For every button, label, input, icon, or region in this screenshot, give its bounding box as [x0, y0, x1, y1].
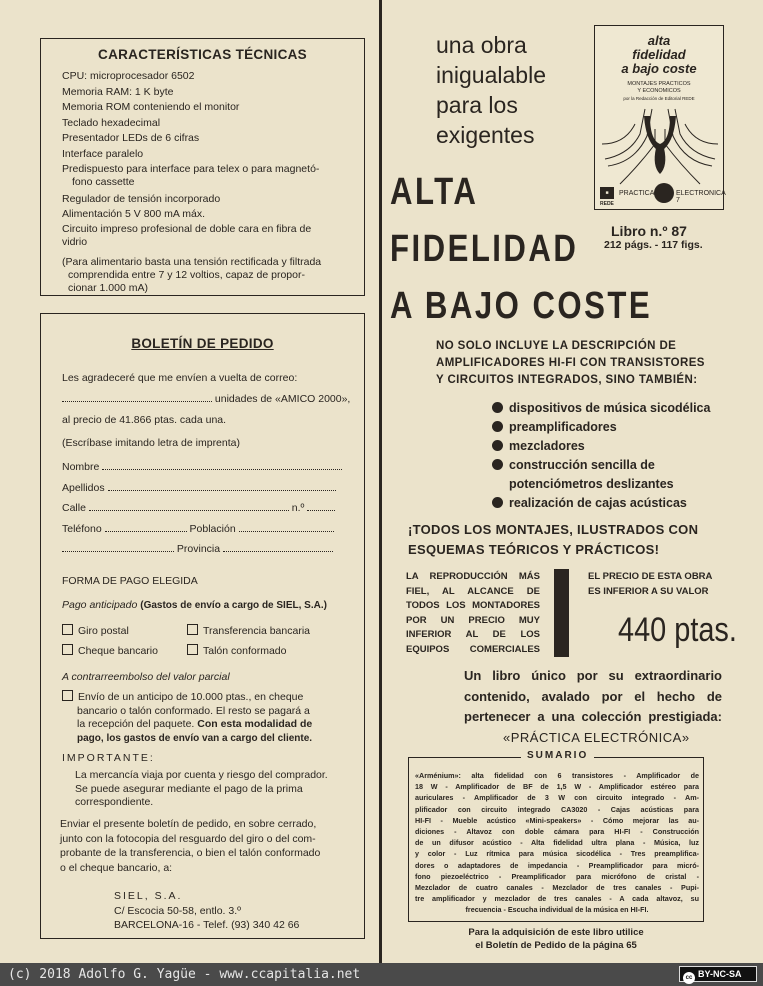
summary-line: «Arménium»: alta fidelidad con 6 transistores - Amplificador de [415, 771, 699, 780]
feature-label: construcción sencilla de [509, 458, 655, 472]
send-line: o el cheque bancario, a: [60, 861, 173, 874]
feature-item [492, 456, 732, 475]
feature-label: realización de cajas acústicas [509, 496, 687, 510]
specs-title: CARACTERÍSTICAS TÉCNICAS [98, 47, 307, 62]
option-row [62, 621, 352, 641]
bullet-icon [492, 459, 503, 470]
acquire-line: el Boletín de Pedido de la página 65 [475, 939, 637, 951]
order-form-box [40, 313, 365, 939]
left-block-line: TODOS LOS MONTADORES [406, 600, 540, 611]
summary-line: HI-FI - Mueble acústico «Mini-speakers» - Cómo mejorar las au- [415, 815, 699, 825]
spec-item: Memoria RAM: 1 K byte [62, 85, 174, 98]
feature-list [492, 399, 732, 513]
right-block-line: ES INFERIOR A SU VALOR [588, 585, 709, 597]
book-pages-label: 212 págs. - 117 figs. [604, 239, 703, 251]
address-line: SIEL, S.A. [114, 890, 183, 902]
cod-label-text: A contrarreembolso del valor parcial [62, 671, 230, 683]
spec-item: Circuito impreso profesional de doble cara en fibra de [62, 222, 312, 235]
bullet-icon [492, 402, 503, 413]
license-text: BY-NC-SA [698, 969, 742, 979]
important-block [75, 769, 360, 810]
checkbox[interactable] [62, 644, 73, 655]
cover-series-label: PRACTICA [619, 190, 655, 197]
right-block-line: EL PRECIO DE ESTA OBRA [588, 571, 713, 582]
cover-subtitle [595, 81, 723, 102]
price-value: 440 [618, 611, 667, 649]
cod-line [62, 718, 352, 732]
units-field[interactable] [62, 391, 212, 402]
option-label: Transferencia bancaria [203, 625, 310, 637]
intro-line: Les agradeceré que me envíen a vuelta de correo: [62, 372, 298, 384]
price [618, 610, 737, 650]
cod-checkbox[interactable] [62, 690, 73, 701]
cc-icon: cc [683, 972, 695, 984]
summary-line: tre amplificador y mezclador de tres canales - A cada altavoz, su [415, 894, 699, 904]
summary-line: y color - Luz rítmica para música sicodélica - Tres preamplifica- [415, 849, 699, 859]
number-label: n.º [291, 502, 305, 514]
spec-note: comprendida entre 7 y 12 voltios, capaz de propor- [68, 268, 305, 281]
send-line: Enviar el presente boletín de pedido, en sobre cerrado, [60, 818, 317, 830]
address-block [114, 889, 354, 933]
cover-title-line: alta [647, 33, 671, 48]
intro-line [62, 389, 357, 410]
cod-block [62, 690, 352, 745]
feature-item [492, 418, 732, 437]
left-block-line: EQUIPOS COMERCIALES [406, 643, 540, 655]
collection-name: «PRÁCTICA ELECTRÓNICA» [503, 730, 690, 745]
summary-title: SUMARIO [521, 750, 594, 761]
feature-label: dispositivos de música sicodélica [509, 401, 711, 415]
illustrated-line: ¡TODOS LOS MONTAJES, ILUSTRADOS CON [408, 522, 699, 537]
option-giro[interactable] [62, 621, 187, 641]
cover-title-line: fidelidad [632, 47, 686, 62]
intro-line-units: unidades de «AMICO 2000», [214, 393, 351, 405]
send-block [60, 817, 360, 875]
summary-line: Mezclador de cuatro canales - Mezclador de tres canales - Pupi- [415, 883, 699, 893]
cover-publisher: REDE [600, 201, 614, 207]
spec-item: Interface paralelo [62, 147, 144, 160]
spec-note: (Para alimentario basta una tensión rectificada y filtrada [62, 255, 322, 268]
cover-subtitle-line: MONTAJES PRACTICOS [627, 81, 691, 87]
summary-text [415, 770, 699, 916]
left-block-line: FIEL, AL ALCANCE DE [406, 585, 540, 597]
checkbox[interactable] [187, 624, 198, 635]
feature-item-cont: potenciómetros deslizantes [509, 477, 674, 491]
option-transfer[interactable] [187, 625, 310, 637]
unique-line: pertenecer a una colección prestigiada: [464, 709, 722, 724]
summary-line: frecuencia - Escucha individual de la música en HI-FI. [465, 905, 649, 915]
big-title [390, 164, 720, 335]
name-row [62, 457, 347, 478]
summary-line: plificador con circuito integrado CA3020 - Cajas acústicas para [415, 804, 699, 814]
unique-line: Un libro único por su extraordinario [464, 668, 722, 683]
cod-line: bancario o talón conformado. El resto se pagará a [77, 704, 310, 717]
illustrated-line: ESQUEMAS TEÓRICOS Y PRÁCTICOS! [408, 542, 660, 557]
cod-text: la recepción del paquete. [77, 718, 195, 730]
footer-bar [0, 963, 763, 986]
slogan-line: exigentes [436, 122, 535, 148]
specs-box [40, 38, 365, 296]
acquire-line: Para la adquisición de este libro utilice [468, 927, 644, 938]
spec-item: CPU: microprocesador 6502 [62, 70, 195, 82]
province-field[interactable] [223, 541, 333, 552]
summary-line: fono piezoeléctrico - Preamplificador para micrófono de cristal - [415, 871, 699, 881]
cod-line: pago, los gastos de envío van a cargo del cliente. [77, 732, 313, 744]
intro-caps-line: AMPLIFICADORES HI-FI CON TRANSISTORES [436, 357, 705, 369]
spec-item: Predispuesto para interface para telex o para magnetó- [62, 162, 320, 175]
send-line: junto con la fotocopia del resguardo del giro o del com- [60, 832, 316, 845]
feature-item [492, 494, 732, 513]
extra-field[interactable] [62, 541, 174, 552]
address-fields [62, 457, 347, 560]
cover-publisher-logo: ■ [600, 187, 614, 199]
unique-line: contenido, avalado por el hecho de [464, 688, 722, 704]
summary-line: auriculares - Amplificador de 3 W con circuito integrado - Am- [415, 793, 699, 803]
intro-caps [436, 338, 731, 389]
cover-subtitle-line: Y ECONOMICOS [637, 88, 681, 94]
page-divider [379, 0, 382, 986]
feature-item [492, 437, 732, 456]
slogan [436, 30, 546, 150]
important-line: La mercancía viaja por cuenta y riesgo del comprador. [75, 769, 328, 781]
bullet-icon [492, 440, 503, 451]
number-field[interactable] [307, 500, 335, 511]
cod-text: Envío de un anticipo de 10.000 ptas., en cheque [78, 691, 304, 703]
street-label: Calle [62, 502, 86, 514]
bullet-icon [492, 497, 503, 508]
name-label: Nombre [62, 461, 100, 473]
important-line: correspondiente. [75, 796, 154, 808]
surname-label: Apellidos [62, 481, 105, 494]
intro-line: al precio de 41.866 ptas. cada una. [62, 414, 227, 426]
prepaid-row [62, 598, 327, 613]
separator-bar [554, 569, 569, 657]
option-label: Giro postal [78, 625, 129, 637]
footer-credit: (c) 2018 Adolfo G. Yagüe - www.ccapitalia.net [8, 967, 361, 982]
spec-note: cionar 1.000 mA) [68, 281, 148, 294]
right-block [588, 570, 712, 599]
left-block-line: INFERIOR AL DE LOS [406, 629, 540, 640]
checkbox[interactable] [62, 624, 73, 635]
street-row [62, 498, 347, 519]
cod-line [62, 690, 352, 705]
left-block-line: POR UN PRECIO MUY [406, 614, 540, 626]
surname-field[interactable] [108, 480, 336, 491]
option-cheque[interactable] [62, 641, 187, 661]
unique-text [464, 666, 722, 728]
spec-item: Regulador de tensión incorporado [62, 192, 221, 205]
slogan-line: una obra [436, 32, 527, 58]
big-title-line: ALTA [390, 171, 479, 213]
intro-caps-line: NO SOLO INCLUYE LA DESCRIPCIÓN DE [436, 340, 677, 352]
checkbox[interactable] [187, 644, 198, 655]
summary-line: dores o adaptadores de impedancia - Preamplificador para micró- [415, 860, 699, 870]
summary-box [408, 750, 704, 922]
cover-title [595, 34, 723, 76]
print-note: (Escríbase imitando letra de imprenta) [62, 437, 240, 449]
feature-label: mezcladores [509, 439, 585, 453]
spec-item: fono cassette [72, 175, 135, 188]
left-block [406, 570, 540, 657]
cover-title-line: a bajo coste [621, 61, 697, 76]
important-title: IMPORTANTE: [62, 752, 155, 764]
big-title-line: A BAJO COSTE [390, 285, 653, 327]
cover-credit: por la Redacción de Editorial REDE [623, 96, 695, 101]
option-label: Talón conformado [203, 645, 287, 657]
prepaid-label: Pago anticipado [62, 599, 138, 611]
province-row [62, 539, 347, 560]
left-block-line: LA REPRODUCCIÓN MÁS [406, 571, 540, 582]
payment-title: FORMA DE PAGO ELEGIDA [62, 575, 198, 587]
summary-line: 18 W - Amplificador de BF de 1,5 W - Amplificador estéreo para [415, 782, 699, 792]
illustrated-note [408, 520, 698, 560]
payment-options [62, 621, 352, 661]
phone-field[interactable] [105, 521, 187, 532]
name-field[interactable] [102, 459, 342, 470]
feature-item [492, 399, 732, 418]
summary-line: de un difusor acústico - Alta fidelidad ultra plana - Música, luz [415, 838, 699, 848]
slogan-line: inigualable [436, 62, 546, 88]
option-label: Cheque bancario [78, 645, 158, 657]
spec-item: vidrio [62, 235, 88, 248]
address-line: C/ Escocia 50-58, entlo. 3.º [114, 904, 241, 917]
slogan-line: para los [436, 92, 518, 118]
option-row [62, 641, 352, 661]
town-label: Población [189, 522, 236, 535]
phone-label: Teléfono [62, 522, 102, 535]
province-label: Provincia [176, 543, 221, 555]
spec-item: Presentador LEDs de 6 cifras [62, 132, 200, 145]
send-line: probante de la transferencia, o bien el talón conformado [60, 847, 321, 859]
spec-item: Memoria ROM conteniendo el monitor [62, 101, 240, 114]
prepaid-note: (Gastos de envío a cargo de SIEL, S.A.) [140, 600, 327, 611]
phone-row [62, 519, 347, 540]
summary-line: diciones - Altavoz con doble cámara para HI-FI - Construcción [415, 827, 699, 837]
town-field[interactable] [239, 521, 334, 532]
order-intro [62, 368, 357, 431]
option-talon[interactable] [187, 645, 286, 657]
bullet-icon [492, 421, 503, 432]
cod-bold: Con esta modalidad de [197, 718, 313, 730]
cover-series2: ELECTRONICA 7 [676, 190, 726, 204]
address-line: BARCELONA-16 - Telef. (93) 340 42 66 [114, 919, 300, 931]
price-unit: ptas. [674, 611, 737, 649]
cod-label [62, 670, 230, 685]
spec-item: Teclado hexadecimal [62, 116, 161, 129]
street-field[interactable] [89, 500, 289, 511]
feature-label: preamplificadores [509, 420, 617, 434]
surname-row [62, 478, 347, 499]
spec-item: Alimentación 5 V 800 mA máx. [62, 208, 205, 221]
acquire-note [408, 927, 704, 952]
important-line: Se puede asegurar mediante el pago de la prima [75, 782, 303, 795]
book-number-label: Libro n.º 87 [611, 223, 687, 239]
big-title-line: FIDELIDAD [390, 228, 579, 270]
license-badge[interactable] [679, 966, 757, 982]
intro-caps-line: Y CIRCUITOS INTEGRADOS, SINO TAMBIÉN: [436, 374, 698, 386]
specs-list [62, 69, 357, 295]
order-title: BOLETÍN DE PEDIDO [131, 336, 274, 351]
